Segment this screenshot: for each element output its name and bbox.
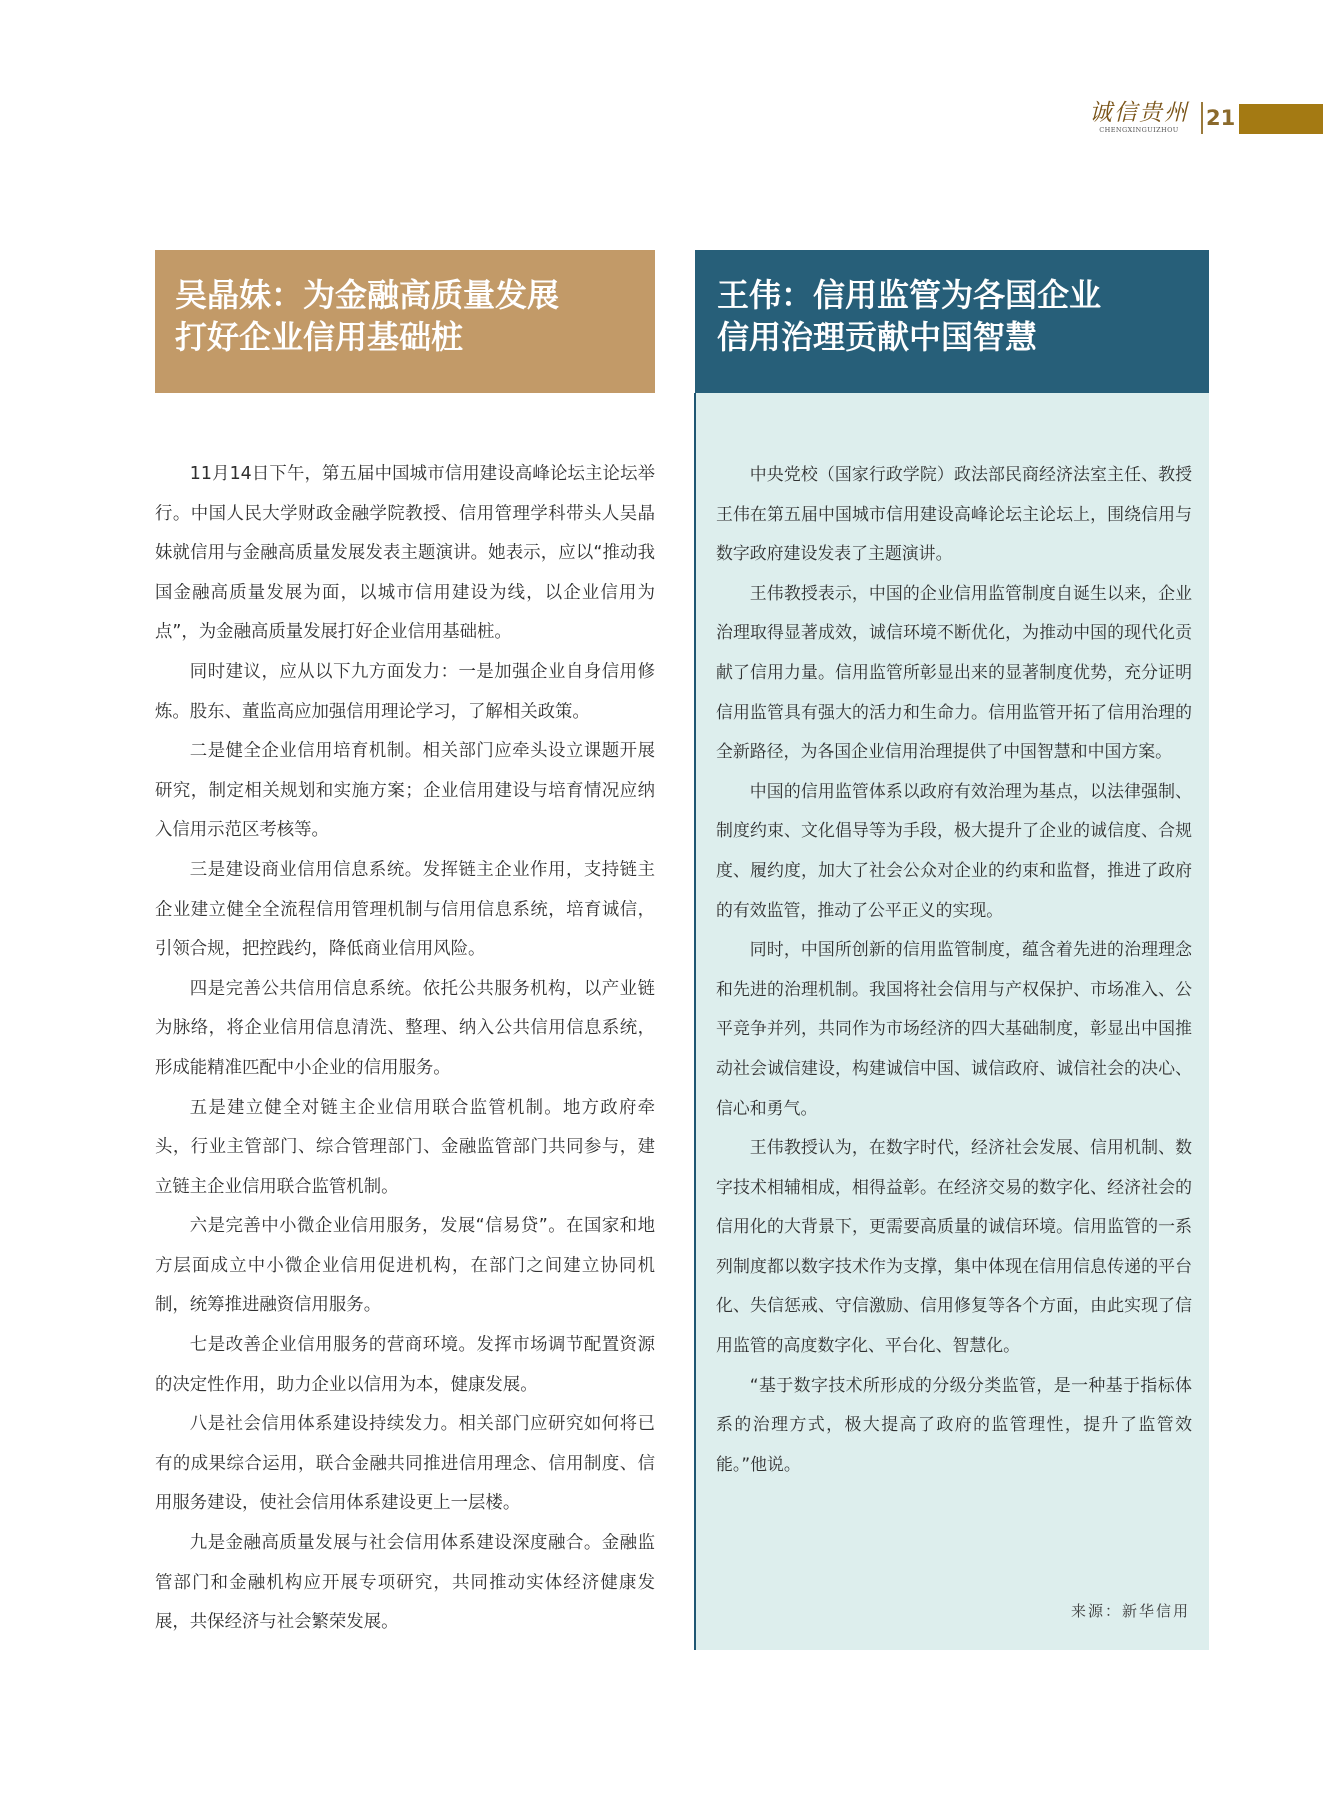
left-paragraph: 九是金融高质量发展与社会信用体系建设深度融合。金融监管部门和金融机构应开展专项研究，共同推动实体经济健康发展，共保经济与社会繁荣发展。	[155, 1533, 655, 1633]
logo-chinese-text: 诚信贵州	[1089, 100, 1189, 126]
left-paragraph: 三是建设商业信用信息系统。发挥链主企业作用，支持链主企业建立健全全流程信用管理机制与信用信息系统，培育诚信，引领合规，把控践约，降低商业信用风险。	[155, 859, 655, 960]
logo-pinyin-text: CHENGXINGUIZHOU	[1099, 126, 1179, 134]
right-article-title-line-1: 王伟：信用监管为各国企业	[717, 276, 1102, 314]
page-header	[1080, 98, 1323, 140]
right-paragraph: 中国的信用监管体系以政府有效治理为基点，以法律强制、制度约束、文化倡导等为手段，极大提升了企业的诚信度、合规度、履约度，加大了社会公众对企业的约束和监督，推进了政府的有效监管，推动了公平正义的实现。	[716, 780, 1192, 920]
left-paragraph: 五是建立健全对链主企业信用联合监管机制。地方政府牵头，行业主管部门、综合管理部门、金融监管部门共同参与，建立链主企业信用联合监管机制。	[155, 1097, 655, 1197]
left-article-body	[155, 455, 655, 1643]
left-paragraph: 六是完善中小微企业信用服务，发展“信易贷”。在国家和地方层面成立中小微企业信用促进机构，在部门之间建立协同机制，统筹推进融资信用服务。	[155, 1216, 655, 1316]
right-paragraph: 王伟教授认为，在数字时代，经济社会发展、信用机制、数字技术相辅相成，相得益彰。在经济交易的数字化、经济社会的信用化的大背景下，更需要高质量的诚信环境。信用监管的一系列制度都以数字技术作为支撑，集中体现在信用信息传递的平台化、失信惩戒、守信激励、信用修复等各个方面，由此实现了信用监管的高度数字化、平台化、智慧化。	[716, 1137, 1192, 1356]
right-article-title-banner	[695, 250, 1209, 393]
right-paragraph: 中央党校（国家行政学院）政法部民商经济法室主任、教授王伟在第五届中国城市信用建设高峰论坛主论坛上，围绕信用与数字政府建设发表了主题演讲。	[716, 464, 1192, 564]
right-paragraph: “基于数字技术所形成的分级分类监管，是一种基于指标体系的治理方式，极大提高了政府的监管理性，提升了监管效能。”他说。	[716, 1374, 1192, 1474]
left-article-title-line-1: 吴晶妹：为金融高质量发展	[175, 276, 560, 314]
left-paragraph: 四是完善公共信用信息系统。依托公共服务机构，以产业链为脉络，将企业信用信息清洗、整理、纳入公共信用信息系统，形成能精准匹配中小企业的信用服务。	[155, 978, 655, 1078]
header-divider	[1201, 102, 1203, 134]
left-article-title-banner	[155, 250, 655, 393]
left-article-title-line-2: 打好企业信用基础桩	[175, 318, 464, 356]
left-paragraph: 二是健全企业信用培育机制。相关部门应牵头设立课题开展研究，制定相关规划和实施方案；企业信用建设与培育情况应纳入信用示范区考核等。	[155, 741, 655, 841]
left-paragraph: 11月14日下午，第五届中国城市信用建设高峰论坛主论坛举行。中国人民大学财政金融学院教授、信用管理学科带头人吴晶妹就信用与金融高质量发展发表主题演讲。她表示，应以“推动我国金融高质量发展为面，以城市信用建设为线，以企业信用为点”，为金融高质量发展打好企业信用基础桩。	[155, 464, 655, 643]
source-credit: 来源：新华信用	[1070, 1602, 1190, 1620]
page-number: 21	[1206, 106, 1236, 130]
left-paragraph: 七是改善企业信用服务的营商环境。发挥市场调节配置资源的决定性作用，助力企业以信用为本，健康发展。	[155, 1335, 655, 1395]
header-accent-bar	[1239, 104, 1323, 134]
left-paragraph: 同时建议，应从以下九方面发力：一是加强企业自身信用修炼。股东、董监高应加强信用理论学习，了解相关政策。	[155, 661, 655, 722]
right-paragraph: 同时，中国所创新的信用监管制度，蕴含着先进的治理理念和先进的治理机制。我国将社会信用与产权保护、市场准入、公平竞争并列，共同作为市场经济的四大基础制度，彰显出中国推动社会诚信建设，构建诚信中国、诚信政府、诚信社会的决心、信心和勇气。	[716, 939, 1192, 1118]
magazine-logo	[1080, 100, 1198, 135]
right-article-title-line-2: 信用治理贡献中国智慧	[717, 318, 1038, 356]
right-paragraph: 王伟教授表示，中国的企业信用监管制度自诞生以来，企业治理取得显著成效，诚信环境不断优化，为推动中国的现代化贡献了信用力量。信用监管所彰显出来的显著制度优势，充分证明信用监管具有强大的活力和生命力。信用监管开拓了信用治理的全新路径，为各国企业信用治理提供了中国智慧和中国方案。	[716, 582, 1192, 762]
right-article-body	[716, 455, 1192, 1484]
left-paragraph: 八是社会信用体系建设持续发力。相关部门应研究如何将已有的成果综合运用，联合金融共同推进信用理念、信用制度、信用服务建设，使社会信用体系建设更上一层楼。	[155, 1414, 655, 1514]
